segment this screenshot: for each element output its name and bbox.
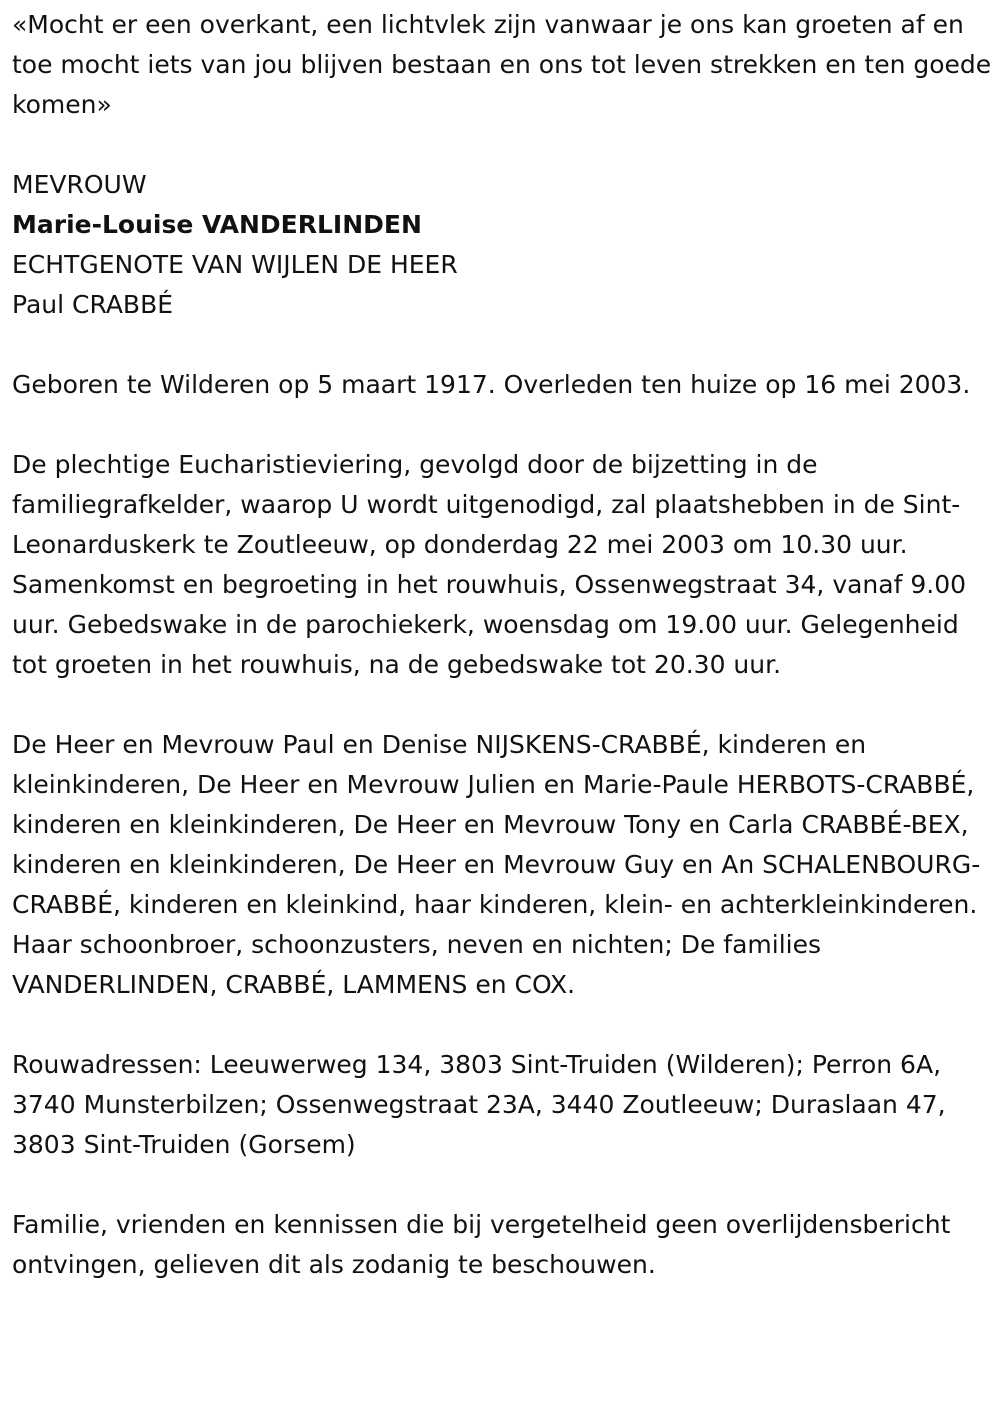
family-paragraph: De Heer en Mevrouw Paul en Denise NIJSKENS-CRABBÉ, kinderen en kleinkinderen, De Heer en Mevrouw Julien en Marie-Paule HERBOTS-CRABBÉ, kinderen en kleinkinderen, De Heer en Mevrouw Tony en Carla CRABBÉ-BEX, kinderen en kleinkinderen, De Heer en Mevrouw Guy en An SCHALENBOURG-CRABBÉ, kinderen en kleinkind, haar kinderen, klein- en achterkleinkinderen. Haar schoonbroer, schoonzusters, neven en nichten; De families VANDERLINDEN, CRABBÉ, LAMMENS en COX. — [12, 730, 981, 999]
spacer — [12, 1005, 996, 1045]
spacer — [12, 325, 996, 365]
honorific-title: MEVROUW — [12, 170, 147, 199]
spouse-name: Paul CRABBÉ — [12, 290, 174, 319]
closing-paragraph: Familie, vrienden en kennissen die bij vergetelheid geen overlijdensbericht ontvingen, gelieven dit als zodanig te beschouwen. — [12, 1210, 951, 1279]
relation-text: ECHTGENOTE VAN WIJLEN DE HEER — [12, 250, 458, 279]
spacer — [12, 685, 996, 725]
birth-death-paragraph: Geboren te Wilderen op 5 maart 1917. Overleden ten huize op 16 mei 2003. — [12, 370, 971, 399]
spacer — [12, 125, 996, 165]
ceremony-paragraph: De plechtige Eucharistieviering, gevolgd door de bijzetting in de familiegrafkelder, waarop U wordt uitgenodigd, zal plaatshebben in de Sint-Leonarduskerk te Zoutleeuw, op donderdag 22 mei 2003 om 10.30 uur. Samenkomst en begroeting in het rouwhuis, Ossenwegstraat 34, vanaf 9.00 uur. Gebedswake in de parochiekerk, woensdag om 19.00 uur. Gelegenheid tot groeten in het rouwhuis, na de gebedswake tot 20.30 uur. — [12, 450, 967, 679]
spacer — [12, 405, 996, 445]
addresses-paragraph: Rouwadressen: Leeuwerweg 134, 3803 Sint-Truiden (Wilderen); Perron 6A, 3740 Munsterbilzen; Ossenwegstraat 23A, 3440 Zoutleeuw; Duraslaan 47, 3803 Sint-Truiden (Gorsem) — [12, 1050, 946, 1159]
spacer — [12, 1165, 996, 1205]
death-notice — [12, 5, 996, 1285]
quote-text: «Mocht er een overkant, een lichtvlek zijn vanwaar je ons kan groeten af en toe mocht iets van jou blijven bestaan en ons tot leven strekken en ten goede komen» — [12, 10, 992, 119]
deceased-name: Marie-Louise VANDERLINDEN — [12, 210, 422, 239]
